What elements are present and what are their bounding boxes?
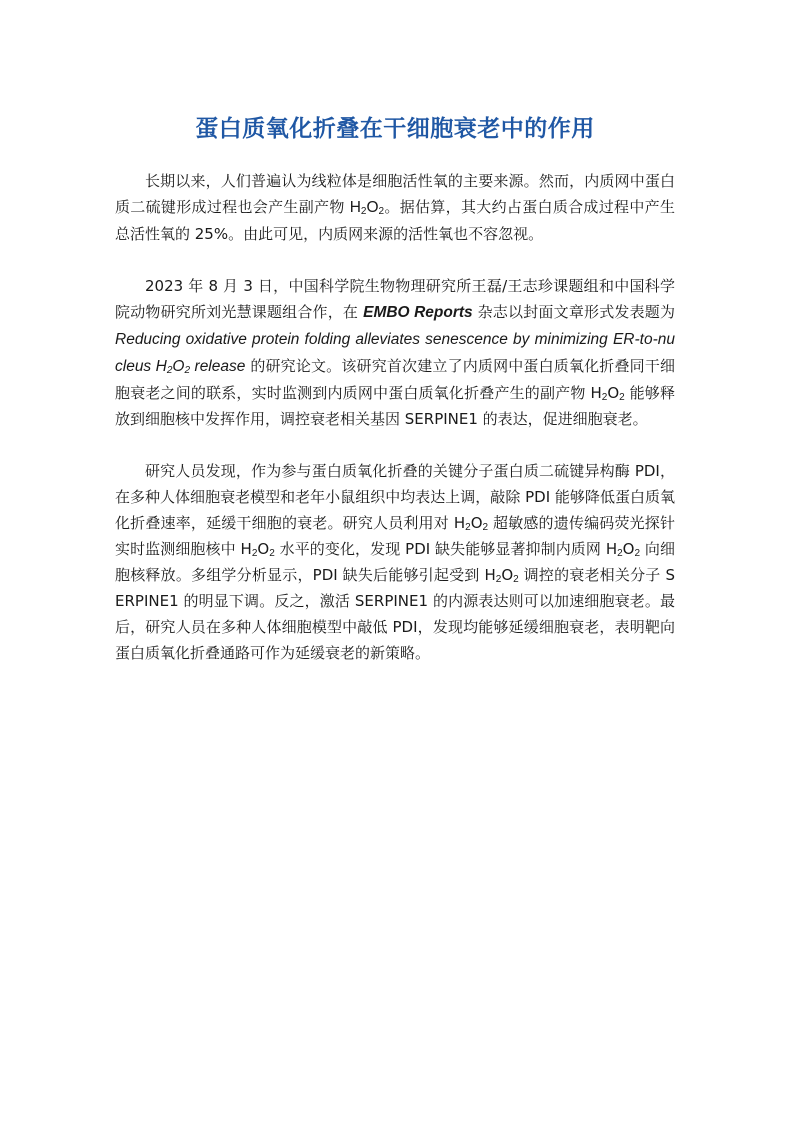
p3-text-5: 调控的衰老相关分子 SERPINE1 的明显下调。反之，激活 SERPINE1 的内源表达则可以加速细胞衰老。最后，研究人员在多种人体细胞模型中敲低 PDI，发现均能够延缓细胞衰老，表明靶向蛋白质氧化折叠通路可作为延缓衰老的新策略。 <box>115 566 675 662</box>
journal-name: EMBO Reports <box>363 304 473 321</box>
page-title: 蛋白质氧化折叠在干细胞衰老中的作用 <box>195 116 595 142</box>
p2-text-1: 2023 年 8 月 3 日，中国科学院生物物理研究所王磊/王志珍课题组和中国科学院动物研究所刘光慧课题组合作，在 <box>115 277 675 321</box>
paragraph-intro <box>115 168 675 247</box>
p1-text-2: 。据估算，其大约占蛋白质合成过程中产生总活性氧的 25%。由此可见，内质网来源的活性氧也不容忽视。 <box>115 198 675 243</box>
p3-text-4: 向细胞核释放。多组学分析显示，PDI 缺失后能够引起受到 H <box>115 540 675 584</box>
paper-title: Reducing oxidative protein folding alleviates senescence by minimizing ER-to-nucleus $H_2O_2$ release <box>115 331 675 376</box>
p3-text-3: 水平的变化，发现 PDI 缺失能够显著抑制内质网 H <box>274 540 618 558</box>
p2-text-4: 能够释放到细胞核中发挥作用，调控衰老相关基因 SERPINE1 的表达，促进细胞衰老。 <box>115 384 675 428</box>
p2-text-2: 杂志以封面文章形式发表题为 <box>472 303 675 321</box>
p1-text-1: 长期以来，人们普遍认为线粒体是细胞活性氧的主要来源。然而，内质网中蛋白质二硫键形成过程也会产生副产物 <box>115 172 675 216</box>
p3-text-1: 研究人员发现，作为参与蛋白质氧化折叠的关键分子蛋白质二硫键异构酶 PDI，在多种人体细胞衰老模型和老年小鼠组织中均表达上调，敲除 PDI 能够降低蛋白质氧化折叠速率，延缓干细胞的衰老。研究人员利用对 H <box>115 462 675 532</box>
p3-text-2: 超敏感的遗传编码荧光探针实时监测细胞核中 H <box>115 514 675 558</box>
p1-h2o2: $H_2O_2$ <box>349 199 385 217</box>
p2-text-3: 的研究论文。该研究首次建立了内质网中蛋白质氧化折叠同干细胞衰老之间的联系，实时监测到内质网中蛋白质氧化折叠产生的副产物 $H_2O_2$ <box>115 357 675 403</box>
paragraph-publication <box>115 273 675 432</box>
paragraph-findings: 研究人员发现，作为参与蛋白质氧化折叠的关键分子蛋白质二硫键异构酶 PDI，在多种人体细胞衰老模型和老年小鼠组织中均表达上调，敲除 PDI 能够降低蛋白质氧化折叠速率，延缓干细胞的衰老。研究人员利用对 $H_2O_2$ 超敏感的遗传编码荧光探针实时监测细胞核中 $H_2O_2$ 水平的变化，发现 PDI 缺失能够显著抑制内质网 $H_2O_2$ 向细胞核释放。多组学分析显示，PDI 缺失后能够引起受到 $H_2O_2$ 调控的衰老相关分子 SERPINE1 的明显下调。反之，激活 SERPINE1 的内源表达则可以加速细胞衰老。最后，研究人员在多种人体细胞模型中敲低 PDI，发现均能够延缓细胞衰老，表明靶向蛋白质氧化折叠通路可作为延缓衰老的新策略。 <box>115 462 675 662</box>
